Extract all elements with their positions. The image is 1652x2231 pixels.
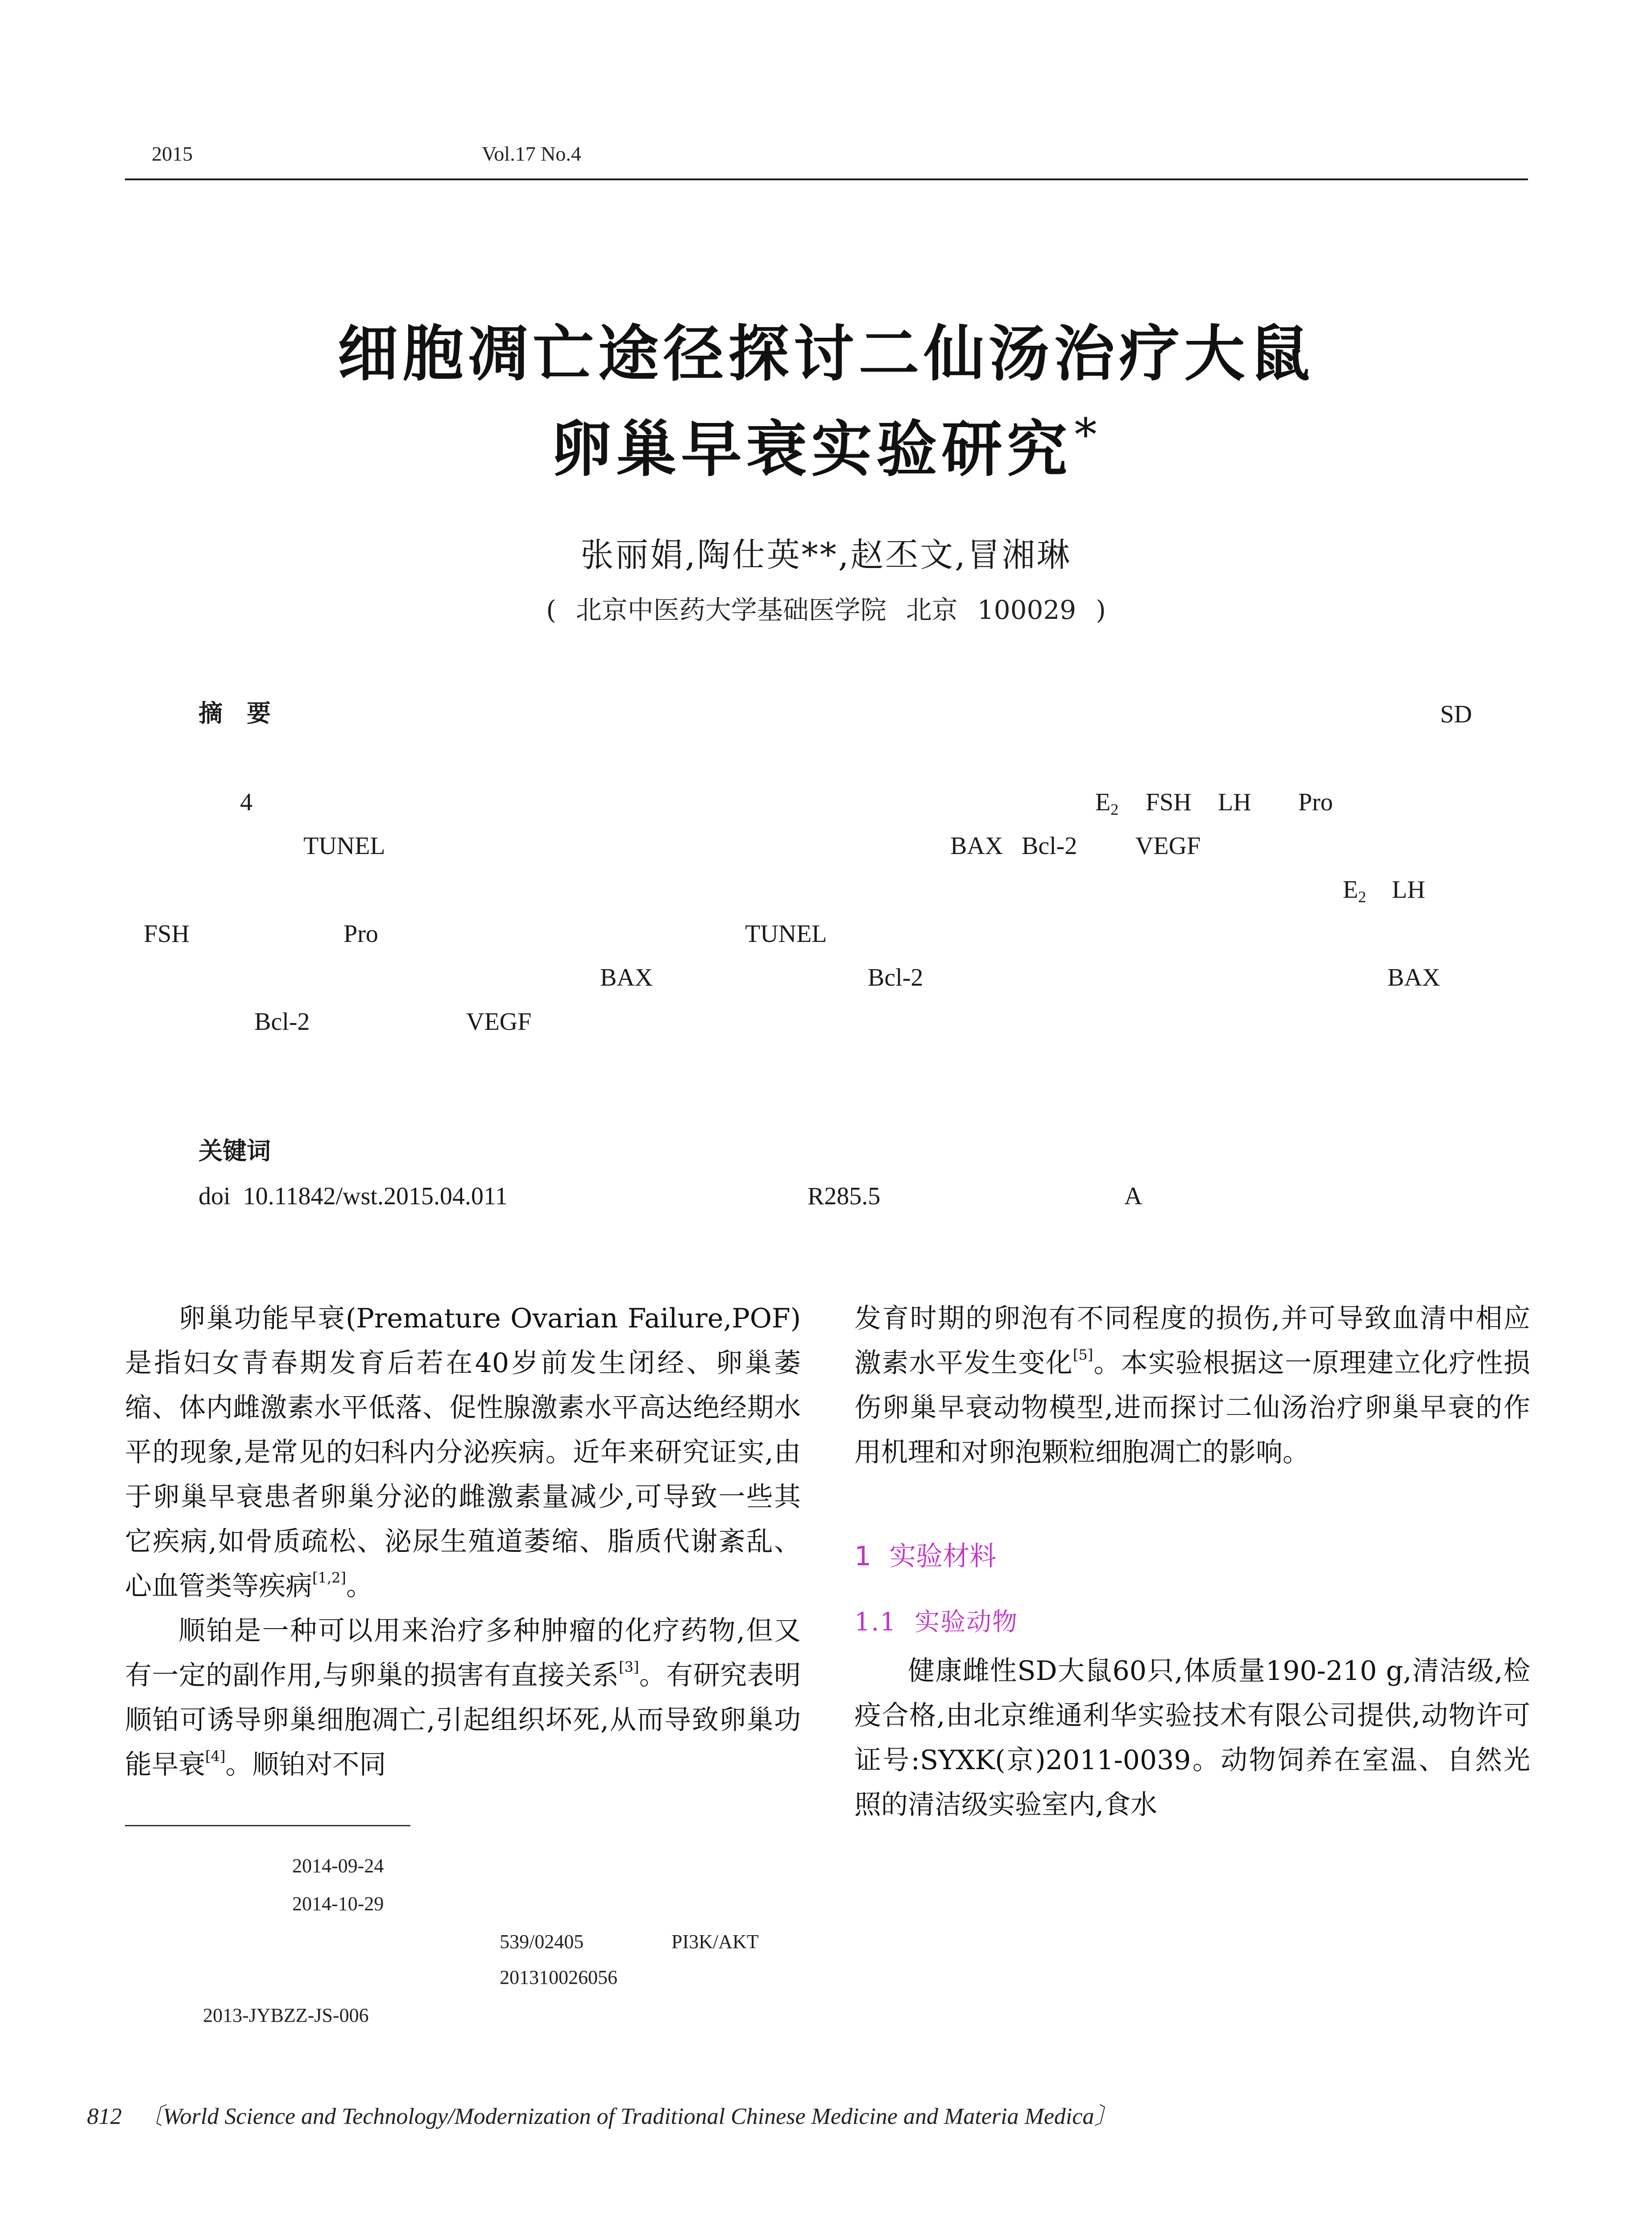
abstract-term: BAX bbox=[600, 964, 653, 991]
title-line-1: 细胞凋亡途径探讨二仙汤治疗大鼠 bbox=[337, 318, 1315, 390]
subsection-heading bbox=[854, 1610, 1018, 1635]
page-footer bbox=[87, 2097, 1117, 2131]
abstract-label: 摘 要 bbox=[199, 699, 271, 727]
paragraph-text: 。有研究表明顺铂可诱导卵巢细胞凋亡,引起组织坏死,从而导致卵巢功能早衰 bbox=[125, 1660, 801, 1780]
footnote-received-date: 2014-09-24 bbox=[292, 1855, 384, 1877]
page-number: 812 bbox=[87, 2104, 122, 2129]
paragraph-text: 顺铂是一种可以用来治疗多种肿瘤的化疗药物,但又有一定的副作用,与卵巢的损害有直接关系 bbox=[125, 1615, 801, 1691]
subsection-title: 实验动物 bbox=[915, 1608, 1019, 1637]
authors: 张丽娟,陶仕英**,赵丕文,冒湘琳 bbox=[580, 536, 1072, 574]
affiliation-open: ( bbox=[546, 595, 556, 625]
abstract-term bbox=[1343, 877, 1366, 905]
keywords-label: 关键词 bbox=[199, 1137, 271, 1165]
footnote-revised-date: 2014-10-29 bbox=[292, 1893, 384, 1915]
citation: [3] bbox=[619, 1659, 639, 1675]
section-heading bbox=[854, 1543, 996, 1570]
abstract-term-text: E bbox=[1095, 788, 1111, 816]
abstract-term bbox=[1095, 790, 1118, 817]
abstract-term: Bcl-2 bbox=[868, 964, 923, 991]
body-left-column bbox=[125, 1296, 801, 1787]
paragraph: 健康雌性SD大鼠60只,体质量190-210 g,清洁级,检疫合格,由北京维通利华实验技术有限公司提供,动物许可证号:SYXK(京)2011-0039。动物饲养在室温、自然光照的清洁级实验室内,食水 bbox=[854, 1655, 1530, 1820]
abstract-term: TUNEL bbox=[303, 832, 385, 860]
abstract-term-subscript: 2 bbox=[1358, 888, 1366, 906]
header-year: 2015 bbox=[152, 142, 193, 165]
abstract-term: LH bbox=[1218, 788, 1251, 816]
paragraph-text: 。顺铂对不同 bbox=[225, 1749, 386, 1780]
title-footnote-mark: * bbox=[1074, 409, 1101, 461]
footnote-grant-number: 539/02405 bbox=[500, 1931, 584, 1953]
section-title: 实验材料 bbox=[889, 1541, 997, 1572]
header-volume: Vol.17 No.4 bbox=[482, 142, 581, 165]
abstract-term: VEGF bbox=[466, 1008, 532, 1036]
journal-name: 〔World Science and Technology/Modernization of Traditional Chinese Medicine and Materia Medica〕 bbox=[140, 2104, 1118, 2129]
paragraph-text: 卵巢功能早衰(Premature Ovarian Failure,POF)是指妇女青春期发育后若在40岁前发生闭经、卵巢萎缩、体内雌激素水平低落、促性腺激素水平高达绝经期水平的现象,是常见的妇科内分泌疾病。近年来研究证实,由于卵巢早衰患者卵巢分泌的雌激素量减少,可导致一些其它疾病,如骨质疏松、泌尿生殖道萎缩、脂质代谢紊乱、心血管类等疾病 bbox=[125, 1303, 801, 1602]
subsection-number: 1.1 bbox=[854, 1608, 897, 1637]
abstract-term: BAX bbox=[1387, 964, 1441, 991]
abstract-term: TUNEL bbox=[745, 920, 827, 948]
affiliation bbox=[0, 589, 1652, 626]
doi-label: doi bbox=[199, 1182, 231, 1210]
abstract-term: FSH bbox=[144, 920, 190, 948]
body-right-column bbox=[854, 1296, 1530, 1475]
doi-value: 10.11842/wst.2015.04.011 bbox=[243, 1182, 508, 1210]
affiliation-close: ) bbox=[1096, 595, 1106, 625]
title-line-2-text: 卵巢早衰实验研究 bbox=[551, 414, 1072, 485]
clc-number: R285.5 bbox=[807, 1182, 881, 1210]
abstract-term: Pro bbox=[1298, 788, 1333, 816]
abstract-term: FSH bbox=[1146, 788, 1192, 816]
doi-line bbox=[199, 1184, 508, 1209]
abstract-term: 4 bbox=[240, 788, 253, 816]
footnote-pathway: PI3K/AKT bbox=[671, 1931, 759, 1953]
abstract-term: Bcl-2 bbox=[1022, 832, 1077, 860]
abstract-term: LH bbox=[1392, 876, 1425, 904]
body-right-column-cont bbox=[854, 1649, 1530, 1827]
abstract-term: Bcl-2 bbox=[254, 1008, 310, 1036]
affiliation-city: 北京 bbox=[906, 595, 958, 625]
abstract-term-subscript: 2 bbox=[1110, 800, 1119, 818]
citation: [5] bbox=[1072, 1346, 1093, 1363]
footnote-grant-number: 201310026056 bbox=[500, 1966, 617, 1988]
paragraph-text: 发育时期的卵泡有不同程度的损伤,并可导致血清中相应激素水平发生变化 bbox=[854, 1303, 1530, 1379]
paragraph bbox=[125, 1296, 801, 1609]
abstract-term: Pro bbox=[344, 920, 378, 948]
abstract-term: VEGF bbox=[1135, 832, 1201, 860]
footnote-rule bbox=[125, 1825, 410, 1826]
abstract-term: SD bbox=[1440, 701, 1472, 728]
citation: [4] bbox=[205, 1748, 226, 1765]
footnote-grant-number: 2013-JYBZZ-JS-006 bbox=[203, 2004, 369, 2026]
abstract-term-text: E bbox=[1343, 876, 1358, 904]
document-code: A bbox=[1124, 1182, 1143, 1210]
affiliation-institute: 北京中医药大学基础医学院 bbox=[576, 595, 886, 625]
title-line-2 bbox=[0, 409, 1652, 485]
paragraph bbox=[854, 1296, 1530, 1475]
header-rule bbox=[125, 178, 1528, 180]
paragraph-text: 。本实验根据这一原理建立化疗性损伤卵巢早衰动物模型,进而探讨二仙汤治疗卵巢早衰的作用机理和对卵泡颗粒细胞凋亡的影响。 bbox=[854, 1348, 1530, 1468]
paragraph bbox=[125, 1609, 801, 1787]
paragraph-text: 。 bbox=[346, 1571, 373, 1602]
section-number: 1 bbox=[854, 1541, 872, 1572]
abstract-term: BAX bbox=[950, 832, 1003, 860]
citation: [1,2] bbox=[312, 1569, 346, 1586]
affiliation-postcode: 100029 bbox=[977, 595, 1076, 625]
